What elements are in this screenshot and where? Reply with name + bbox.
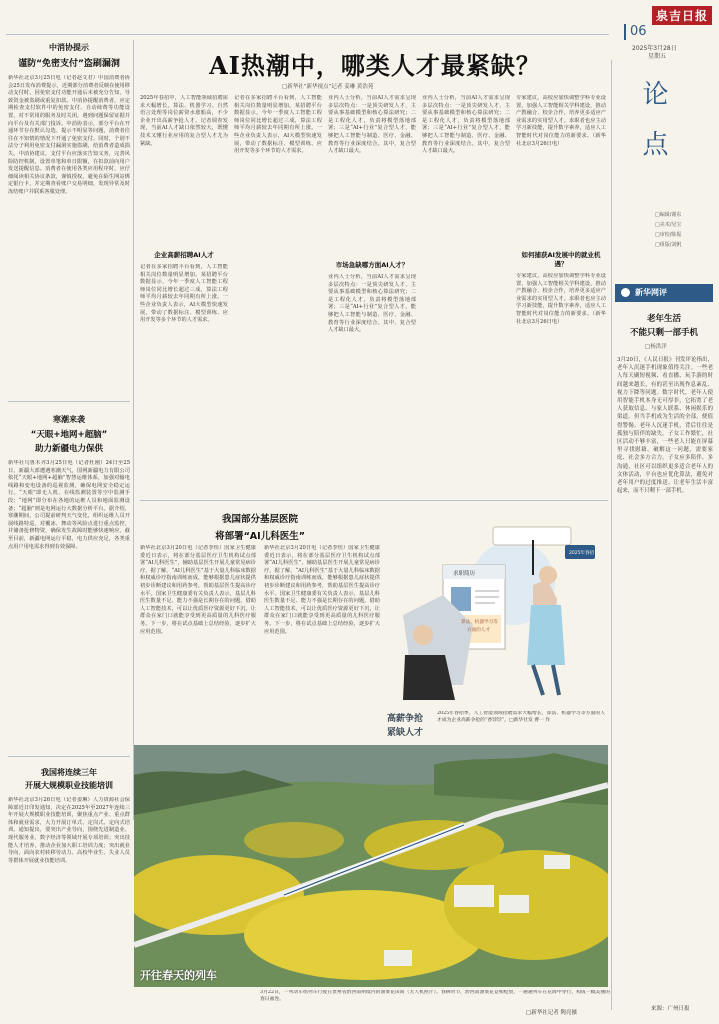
section-divider [140, 500, 608, 501]
column-divider [611, 60, 612, 1010]
photo-credit: □新华社记者 陶亮摄 [526, 1010, 577, 1016]
column-divider [133, 40, 134, 820]
story-title: 开展大规模职业技能培训 [25, 781, 113, 790]
commentary-body: 3月20日，《人民日报》刊发评论指出，老年人沉迷手机现象值得关注。一些老人每天刷短视频、看直播、玩手游的时间越来越长，有的甚至出现作息紊乱、视力下降等问题。数字时代，老年人使用智能手机本身无可厚非，它拓宽了老人获取信息、与家人联系、休闲娱乐的渠道。但当手机成为生活的全部，便值得警惕。老年人沉迷手机，背后往往是孤独与陪伴的缺失。子女工作繁忙，社区活动不够丰富，一些老人只能在屏幕里寻找慰藉。破解这一问题，需要家庭、社会多方合力。子女应多陪伴、多沟通，社区可以组织更多适合老年人的文体活动，平台也应优化算法，避免对老年用户的过度推送。让老年生活丰富起来，而不只剩下一部手机。 [617, 357, 713, 495]
section-divider [8, 756, 130, 757]
job-hunt-illustration [383, 505, 608, 705]
article-column [422, 95, 510, 495]
train-field-photo [134, 745, 608, 987]
story-kicker: 寒潮来袭 [53, 415, 85, 424]
story-kicker: 中消协提示 [49, 43, 89, 52]
story-title: 我国将连续三年 [41, 768, 97, 777]
article-paragraph: 业内人士分析，当前AI人才需求呈现多层次特点：一是顶尖研发人才，主要从事基础模型和核心算法研究；二是工程化人才，负责将模型落地部署；三是“AI+行业”复合型人才，能够把人工智能与制造、医疗、金融、教育等行业深度结合。其中，复合型人才缺口最大。 [422, 95, 510, 155]
illustration-caption: 高薪争抢 [387, 714, 424, 724]
page-number: 06 [624, 24, 647, 40]
main-headline: AI热潮中，哪类人才最紧缺？ [209, 51, 541, 80]
article-paragraph: 2025年春招中，人工智能领域招聘需求大幅增长。算法、机器学习、自然语言处理等岗位薪资水涨船高，不少企业开出高薪争抢人才。记者调查发现，当前AI人才缺口依然较大，既懂技术又懂行业应用的复合型人才尤为紧缺。 [140, 95, 228, 147]
issue-date: 2025年3月28日 [632, 45, 677, 52]
comment-icon [621, 288, 630, 297]
masthead [612, 6, 712, 60]
middle-story [140, 505, 380, 735]
article-subhead: 如何捕获AI发展中的就业机遇？ [521, 251, 601, 268]
resume-card-text: 方面的人才 [467, 628, 490, 633]
article-subhead: 市场急缺哪方面AI人才？ [335, 261, 409, 269]
news-photo [134, 745, 608, 987]
article-paragraph: 记者在多家招聘平台看到，人工智能相关岗位数量明显增加。某招聘平台数据显示，今年一季度人工智能工程师岗位同比增长超过三成，算法工程师平均月薪较去年同期有所上涨。一些企业负责人表示，AI大模型快速发展，带动了数据标注、模型训练、应用开发等多个环节的人才需求。 [234, 95, 322, 155]
illustration-credit: 2025年春招季，人工智能领域招聘需求大幅增长，算法、机器学习等方面的人才成为企业高薪争抢的“香饽饽”。□新华社发 曹一 作 [437, 711, 605, 723]
story-body: 新华社北京3月20日电（记者李恒）国家卫生健康委近日表示，将在部分基层医疗卫生机构试点部署“AI儿科医生”，辅助基层医生开展儿童常见病诊疗。据了解，“AI儿科医生”基于大量儿科临床数据和权威诊疗指南训练而成，能够根据患儿症状提供初步诊断建议和用药参考，帮助基层医生提高诊疗水平。国家卫生健康委有关负责人表示，基层儿科医生数量不足、能力不强是长期存在的问题，借助人工智能技术，可以让优质医疗资源更好下沉，让群众在家门口就能享受到更高质量的儿科医疗服务。下一步，将在试点基础上总结经验，逐步扩大应用范围。 [264, 545, 380, 635]
story-title: 将部署“AI儿科医生” [215, 531, 305, 542]
photo-caption: 3月22日，一列动车组列车行驶在贵州省黔西南州境内的油菜花田间（无人机照片）。春耕时节，黔西南油菜花竞相绽放，一趟趟列车在花海中穿行，构成一幅美丽的春日画卷。 [260, 990, 610, 1002]
article-paragraph: 业内人士分析，当前AI人才需求呈现多层次特点：一是顶尖研发人才，主要从事基础模型和核心算法研究；二是工程化人才，负责将模型落地部署；三是“AI+行业”复合型人才，能够把人工智能与制造、医疗、金融、教育等行业深度结合。其中，复合型人才缺口最大。 [328, 274, 416, 334]
section-divider [8, 401, 130, 402]
article-paragraph: 记者在多家招聘平台看到，人工智能相关岗位数量明显增加。某招聘平台数据显示，今年一季度人工智能工程师岗位同比增长超过三成，算法工程师平均月薪较去年同期有所上涨。一些企业负责人表示，AI大模型快速发展，带动了数据标注、模型训练、应用开发等多个环节的人才需求。 [140, 264, 228, 324]
story-body: 新华社北京3月25日电（记者赵文君）中国消费者协会25日发布消费提示，近期部分消费者反映在使用移动支付时，因免密支付功能开通后未被充分告知，导致资金被盗刷或重复扣款。中消协提醒消费者，应定期检查支付软件中的免密支付、自动续费等功能设置，对不常用的服务及时关闭，遇到问题保留证据并向平台及有关部门投诉。中消协表示，部分平台在开通环节存在默认勾选、提示不明显等问题，消费者往往在不知情的情况下开通了免密支付。同时，个别不法分子利用免密支付漏洞实施盗刷，给消费者造成损失。中消协建议，支付平台应落实告知义务，完善风险防控机制，设置单笔和单日限额，在扣款前向用户发送提醒信息。消费者在使用各类应用程序时，应仔细阅读相关协议条款，谨慎授权，避免在陌生网站绑定银行卡，并定期查看账户交易明细，发现异常及时冻结账户并联系客服处理。 [8, 75, 130, 195]
article-column [328, 95, 416, 495]
main-article [140, 95, 608, 495]
story-title: 助力新疆电力保供 [34, 444, 103, 454]
left-column [8, 40, 130, 864]
article-paragraph: 业内人士分析，当前AI人才需求呈现多层次特点：一是顶尖研发人才，主要从事基础模型和核心算法研究；二是工程化人才，负责将模型落地部署；三是“AI+行业”复合型人才，能够把人工智能与制造、医疗、金融、教育等行业深度结合。其中，复合型人才缺口最大。 [328, 95, 416, 155]
story-body: 新华社北京3月26日电（记者姜琳）人力资源社会保障部近日印发通知，决定在2025年至2027年连续三年开展大规模职业技能培训，聚焦重点产业、重点群体和就业需求，大力开展订单式、定岗式、定向式培训。通知提出，要突出产业导向，围绕先进制造业、现代服务业、数字经济等领域开展专项培训；突出技能人才培养，推动企业加大职工培训力度；突出就业导向，面向农村转移劳动力、高校毕业生、失业人员等群体开展就业技能培训。 [8, 797, 130, 864]
commentary-subtitle: 不能只剩一部手机 [629, 328, 698, 338]
story-title: 我国部分基层医院 [221, 514, 298, 525]
section-title: 论 点 [638, 80, 668, 165]
article-column [234, 95, 322, 495]
illustration-caption: 紧缺人才 [387, 728, 424, 738]
story-title: 谨防“免密支付”盗刷漏洞 [18, 59, 120, 69]
photo-title: 开往春天的列车 [140, 969, 217, 982]
commentary-title: 老年生活 [646, 314, 681, 324]
article-subhead: 企业高薪招聘AI人才 [154, 251, 214, 259]
editor-line: □组版/刘帆 [655, 242, 682, 248]
resume-card-text: 算法、机器学习等 [461, 620, 498, 625]
masthead-divider [6, 34, 609, 35]
commentary-author: □杨洪洋 [645, 344, 667, 350]
editor-line: □美术/吴宝 [655, 222, 682, 228]
article-column [516, 95, 606, 495]
editor-credits [655, 210, 713, 250]
resume-card-title: 求职简历 [453, 571, 476, 577]
story-body: 新华社乌鲁木齐3月25日电（记者杜刚）24日至25日，新疆大部遭遇寒潮天气，国网新疆电力有限公司依托“天眼+地网+超脑”智慧运维体系，加强对输电线路和变电设备的巡视监测，确保电网安全稳定运行。“天眼”即无人机、在线监测装置等空中监测手段；“地网”即分布在各地的运维人员和地面监测设备；“超脑”则是电网运行大数据分析平台。据介绍，寒潮期间，公司提前研判天气变化，组织运维人员开展线路特巡，对覆冰、舞动等风险点进行重点监控，并储备抢修物资，确保发生故障时能够快速响应。截至目前，新疆电网运行平稳，电力供应充足，各类重点用户用电需求得到有效保障。 [8, 460, 130, 550]
illustration [383, 505, 608, 745]
newspaper-logo: 泉吉日报 [652, 6, 712, 25]
byline: □新华社“新华视点”记者 姜琳 黄浩苑 [282, 84, 374, 90]
commentary-label: 新华网评 [635, 288, 667, 297]
story-body: 新华社北京3月20日电（记者李恒）国家卫生健康委近日表示，将在部分基层医疗卫生机构试点部署“AI儿科医生”，辅助基层医生开展儿童常见病诊疗。据了解，“AI儿科医生”基于大量儿科临床数据和权威诊疗指南训练而成，能够根据患儿症状提供初步诊断建议和用药参考，帮助基层医生提高诊疗水平。国家卫生健康委有关负责人表示，基层儿科医生数量不足、能力不强是长期存在的问题，借助人工智能技术，可以让优质医疗资源更好下沉，让群众在家门口就能享受到更高质量的儿科医疗服务。下一步，将在试点基础上总结经验，逐步扩大应用范围。 [140, 545, 256, 635]
commentary-box-header [615, 284, 713, 302]
editor-line: □审校/陈振 [655, 232, 682, 238]
sidebar [615, 60, 715, 1020]
illustration-banner: 2025年春招 [569, 551, 594, 556]
issue-weekday: 星期五 [648, 53, 667, 60]
story-title: “天眼+地网+超脑” [30, 430, 108, 440]
editor-line: □编辑/谢东 [655, 212, 682, 218]
article-paragraph: 专家建议，高校应加快调整学科专业设置，加强人工智能相关学科建设，推动产教融合、校企合作，培养更多适应产业需求的实用型人才。求职者也应主动学习新技能，提升数字素养，适应人工智能时代对岗位能力的新要求。（新华社北京3月26日电） [516, 95, 606, 147]
article-column [140, 95, 228, 495]
article-paragraph: 专家建议，高校应加快调整学科专业设置，加强人工智能相关学科建设，推动产教融合、校企合作，培养更多适应产业需求的实用型人才。求职者也应主动学习新技能，提升数字素养，适应人工智能时代对岗位能力的新要求。（新华社北京3月26日电） [516, 273, 606, 325]
commentary-source: 来源：广州日报 [651, 1006, 690, 1012]
